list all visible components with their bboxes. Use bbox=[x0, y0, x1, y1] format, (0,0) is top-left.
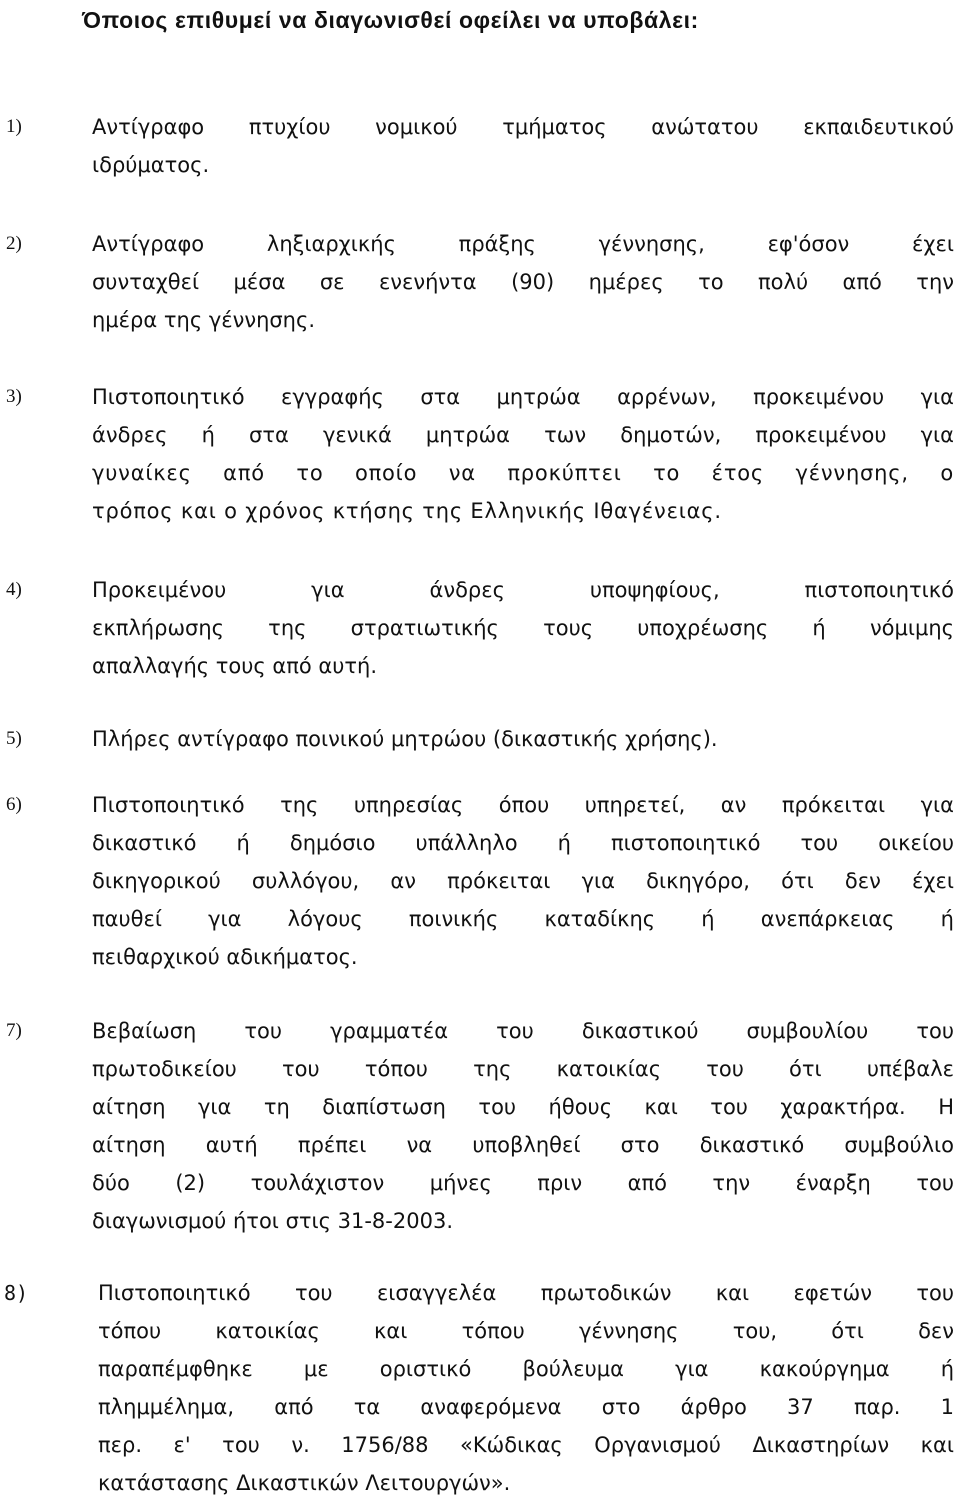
item-text-line: Πλήρες αντίγραφο ποινικού μητρώου (δικαστικής χρήσης). bbox=[92, 727, 718, 751]
item-text-line: άνδρες ή στα γενικά μητρώα των δημοτών, προκειμένου για bbox=[92, 423, 954, 447]
item-number: 7) bbox=[6, 1020, 22, 1041]
item-text-line: πρωτοδικείου του τόπου της κατοικίας του ότι υπέβαλε bbox=[92, 1057, 954, 1081]
item-text-line: αίτηση για τη διαπίστωση του ήθους και του χαρακτήρα. Η bbox=[92, 1095, 954, 1119]
item-text-line: αίτηση αυτή πρέπει να υποβληθεί στο δικαστικό συμβούλιο bbox=[92, 1133, 954, 1157]
item-text-line: περ. ε' του ν. 1756/88 «Κώδικας Οργανισμού Δικαστηρίων και bbox=[98, 1433, 954, 1457]
item-text-line: παραπέμφθηκε με οριστικό βούλευμα για κακούργημα ή bbox=[98, 1357, 954, 1381]
item-text-line: κατάστασης Δικαστικών Λειτουργών». bbox=[98, 1471, 511, 1495]
item-number: 5) bbox=[6, 728, 22, 749]
item-text-line: Πιστοποιητικό της υπηρεσίας όπου υπηρετεί, αν πρόκειται για bbox=[92, 793, 954, 817]
item-text-line: πλημμέλημα, από τα αναφερόμενα στο άρθρο 37 παρ. 1 bbox=[98, 1395, 954, 1419]
item-number: 3) bbox=[6, 386, 22, 407]
item-number: 8) bbox=[4, 1281, 29, 1305]
item-text-line: Προκειμένου για άνδρες υποψηφίους, πιστοποιητικό bbox=[92, 578, 954, 602]
item-text-line: ιδρύματος. bbox=[92, 153, 210, 177]
item-text-line: γυναίκες από το οποίο να προκύπτει το έτος γέννησης, ο bbox=[92, 461, 954, 485]
item-text-line: ημέρα της γέννησης. bbox=[92, 308, 315, 332]
item-text-line: δικηγορικού συλλόγου, αν πρόκειται για δικηγόρο, ότι δεν έχει bbox=[92, 869, 954, 893]
item-text-line: Αντίγραφο πτυχίου νομικού τμήματος ανώτατου εκπαιδευτικού bbox=[92, 115, 954, 139]
item-number: 1) bbox=[6, 116, 22, 137]
item-text-line: πειθαρχικού αδικήματος. bbox=[92, 945, 358, 969]
item-text-line: συνταχθεί μέσα σε ενενήντα (90) ημέρες το πολύ από την bbox=[92, 270, 954, 294]
item-text-line: Πιστοποιητικό εγγραφής στα μητρώα αρρένων, προκειμένου για bbox=[92, 385, 954, 409]
item-number: 6) bbox=[6, 794, 22, 815]
item-text-line: εκπλήρωσης της στρατιωτικής τους υποχρέωσης ή νόμιμης bbox=[92, 616, 954, 640]
item-text-line: τρόπος και ο χρόνος κτήσης της Ελληνικής Ιθαγένειας. bbox=[92, 499, 722, 523]
item-text-line: Βεβαίωση του γραμματέα του δικαστικού συμβουλίου του bbox=[92, 1019, 954, 1043]
item-text-line: Πιστοποιητικό του εισαγγελέα πρωτοδικών και εφετών του bbox=[98, 1281, 954, 1305]
item-text-line: διαγωνισμού ήτοι στις 31-8-2003. bbox=[92, 1209, 453, 1233]
item-number: 2) bbox=[6, 233, 22, 254]
item-number: 4) bbox=[6, 579, 22, 600]
item-text-line: παυθεί για λόγους ποινικής καταδίκης ή ανεπάρκειας ή bbox=[92, 907, 954, 931]
item-text-line: τόπου κατοικίας και τόπου γέννησης του, ότι δεν bbox=[98, 1319, 954, 1343]
item-text-line: Αντίγραφο ληξιαρχικής πράξης γέννησης, εφ'όσον έχει bbox=[92, 232, 954, 256]
item-text-line: δικαστικό ή δημόσιο υπάλληλο ή πιστοποιητικό του οικείου bbox=[92, 831, 954, 855]
document-heading: Όποιος επιθυμεί να διαγωνισθεί οφείλει να υποβάλει: bbox=[82, 7, 699, 33]
item-text-line: απαλλαγής τους από αυτή. bbox=[92, 654, 378, 678]
item-text-line: δύο (2) τουλάχιστον μήνες πριν από την έναρξη του bbox=[92, 1171, 954, 1195]
